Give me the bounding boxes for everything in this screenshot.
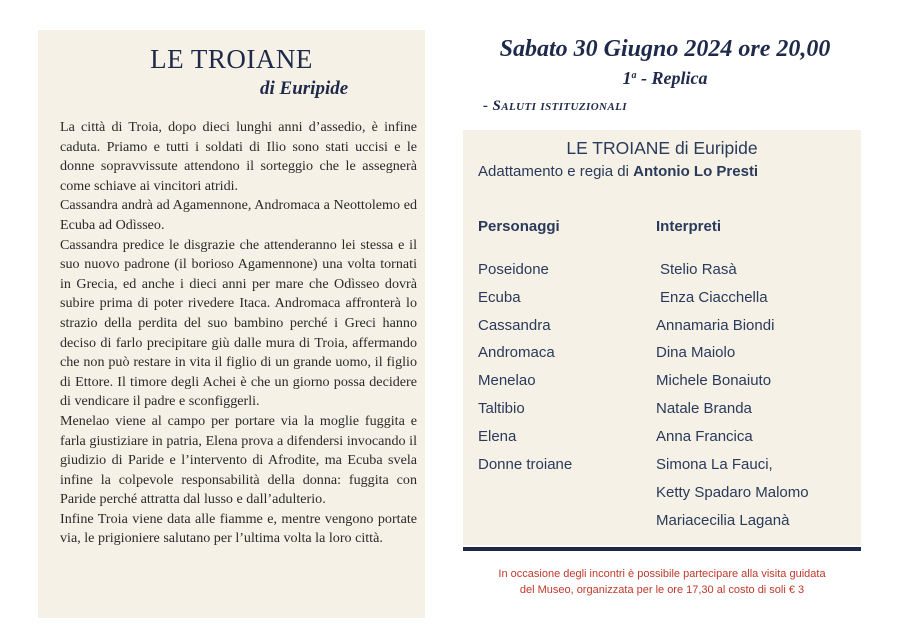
character-name: Andromaca (478, 344, 555, 361)
character-name: Menelao (478, 372, 536, 389)
event-date: Sabato 30 Giugno 2024 ore 20,00 (499, 36, 831, 62)
director-credit (478, 163, 758, 180)
replica-number: 1 (622, 68, 632, 88)
footer-line: In occasione degli incontri è possibile partecipare alla visita guidata (498, 568, 826, 580)
performer-name: Michele Bonaiuto (656, 372, 772, 389)
credit-prefix: Adattamento e regia di (478, 163, 634, 180)
director-name: Antonio Lo Presti (633, 163, 759, 180)
cast-panel (463, 130, 861, 545)
character-name: Poseidone (478, 261, 549, 278)
character-name: Cassandra (478, 317, 551, 334)
performers-header: Interpreti (656, 218, 722, 235)
performer-name: Anna Francica (656, 428, 753, 445)
character-name: Elena (478, 428, 517, 445)
performer-name: Mariacecilia Laganà (656, 512, 790, 529)
play-title: LE TROIANE (150, 44, 313, 74)
character-name: Taltibio (478, 400, 525, 417)
performer-name: Dina Maiolo (656, 344, 736, 361)
footer-line: del Museo, organizzata per le ore 17,30 al costo di soli € 3 (519, 584, 805, 596)
cast-divider (463, 547, 861, 551)
performer-name: Annamaria Biondi (656, 317, 775, 334)
performer-name: Stelio Rasà (660, 261, 737, 278)
cast-title: LE TROIANE di Euripide (566, 138, 758, 158)
synopsis-text (60, 118, 417, 549)
performer-name: Ketty Spadaro Malomo (656, 484, 809, 501)
performer-name: Simona La Fauci, (656, 456, 773, 473)
replica-text: - Replica (636, 68, 708, 88)
synopsis-paragraph: Menelao viene al campo per portare via la moglie fuggita e farla giustiziare in patria, Elena prova a difendersi invocando il giudizio di Paride e l’intervento di Afrodite, ma Ecuba svela infine la colpevole responsabilità della donna: fuggita con Paride perché attratta dal lusso e dall’adulterio. (60, 412, 417, 508)
synopsis-panel (38, 30, 425, 618)
replica-ordinal: a (631, 70, 637, 81)
museum-visit-note (463, 566, 861, 598)
performer-name: Enza Ciacchella (660, 289, 768, 306)
institutional-greetings: - Saluti istituzionali (483, 98, 627, 114)
character-name: Donne troiane (478, 456, 573, 473)
synopsis-paragraph: La città di Troia, dopo dieci lunghi anni d’assedio, è infine caduta. Priamo e tutti i soldati di Ilio sono stati uccisi e le donne sopravvissute attendono il sorteggio che le assegnerà come schiave ai vincitori atridi. (60, 119, 417, 194)
performer-name: Natale Branda (656, 400, 752, 417)
synopsis-paragraph: Cassandra andrà ad Agamennone, Andromaca a Neottolemo ed Ecuba ad Odìsseo. (60, 197, 417, 233)
play-author: di Euripide (260, 78, 349, 99)
replica-label (460, 68, 870, 89)
characters-header: Personaggi (478, 218, 560, 235)
character-name: Ecuba (478, 289, 521, 306)
synopsis-paragraph: Cassandra predice le disgrazie che attenderanno lei stessa e il suo nuovo padrone (il borioso Agamennone) una volta tornati in Grecia, ed anche i dieci anni per mare che Odìsseo dovrà subire prima di poter rivedere Itaca. Andromaca affronterà lo strazio della perdita del suo bambino perché i Greci hanno deciso di farlo precipitare giù dalle mura di Troia, affermando che non può restare in vita il figlio di un grande uomo, il figlio di Ettore. Il timore degli Achei è che un giorno possa decidere di vendicare il padre e sconfiggerli. (60, 236, 417, 410)
synopsis-paragraph: Infine Troia viene data alle fiamme e, mentre vengono portate via, le prigioniere salutano per l’ultima volta la loro città. (60, 510, 417, 547)
